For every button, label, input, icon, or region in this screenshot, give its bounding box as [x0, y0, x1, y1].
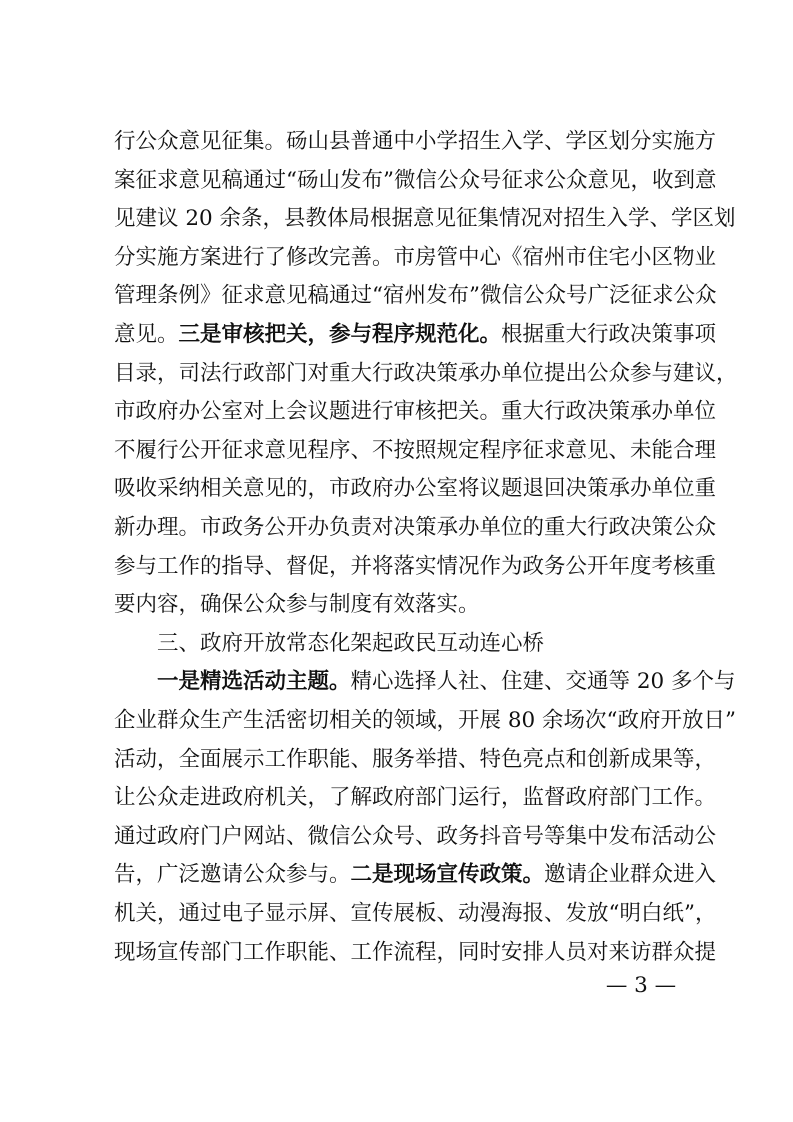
text-line	[114, 282, 717, 310]
text-line	[114, 244, 717, 272]
text-line	[114, 398, 717, 426]
text-segment: 分实施方案进行了修改完善。市房管中心《宿州市住宅小区物业	[114, 244, 717, 270]
text-line	[114, 514, 717, 542]
section-heading	[157, 630, 682, 658]
text-segment: 邀请企业群众进入	[544, 862, 717, 888]
text-segment: 意见。	[114, 322, 179, 347]
text-segment: 告，广泛邀请公众参与。	[114, 862, 351, 888]
text-segment: 现场宣传部门工作职能、工作流程，同时安排人员对来访群众提	[114, 939, 717, 965]
text-segment: 案征求意见稿通过“砀山发布”微信公众号征求公众意见，收到意	[114, 167, 717, 193]
text-segment: 精心选择人社、住建、交通等 20 多个与	[350, 669, 736, 695]
text-segment: 行公众意见征集。砀山县普通中小学招生入学、学区划分实施方	[114, 129, 717, 154]
text-line	[114, 167, 717, 195]
text-line	[114, 128, 717, 156]
text-line	[114, 746, 717, 774]
text-segment: 管理条例》征求意见稿通过“宿州发布”微信公众号广泛征求公众	[114, 283, 717, 309]
text-segment: 通过政府门户网站、微信公众号、政务抖音号等集中发布活动公	[114, 823, 717, 849]
text-segment: 让公众走进政府机关，了解政府部门运行，监督政府部门工作。	[114, 785, 717, 811]
text-line	[157, 668, 736, 696]
text-segment: 根据重大行政决策事项	[501, 322, 717, 347]
text-line	[114, 707, 737, 735]
text-line	[114, 205, 736, 233]
text-segment: 新办理。市政务公开办负责对决策承办单位的重大行政决策公众	[114, 515, 717, 540]
page-number: — 3 —	[605, 973, 677, 998]
text-line	[114, 321, 717, 349]
text-segment: 不履行公开征求意见程序、不按照规定程序征求意见、未能合理	[114, 437, 717, 463]
text-line	[114, 861, 717, 889]
text-segment: 见建议 20 余条，县教体局根据意见征集情况对招生入学、学区划	[114, 206, 736, 232]
text-segment: 机关，通过电子显示屏、宣传展板、动漫海报、发放“明白纸”，	[114, 901, 717, 926]
text-segment: 企业群众生产生活密切相关的领域，开展 80 余场次“政府开放日”	[114, 708, 737, 733]
text-segment: 市政府办公室对上会议题进行审核把关。重大行政决策承办单位	[114, 399, 717, 425]
text-line	[114, 553, 717, 581]
text-line	[114, 437, 717, 465]
text-line	[114, 939, 717, 967]
text-segment: 要内容，确保公众参与制度有效落实。	[114, 592, 480, 618]
bold-phrase: 三是审核把关，参与程序规范化。	[178, 322, 502, 347]
text-line	[114, 475, 717, 503]
bold-phrase: 一是精选活动主题。	[157, 669, 351, 695]
text-segment: 三、政府开放常态化架起政民互动连心桥	[157, 630, 545, 656]
text-segment: 吸收采纳相关意见的，市政府办公室将议题退回决策承办单位重	[114, 476, 717, 502]
text-line	[114, 591, 682, 619]
text-line	[114, 784, 717, 812]
text-segment: 活动，全面展示工作职能、服务举措、特色亮点和创新成果等，	[114, 746, 717, 772]
text-segment: 目录，司法行政部门对重大行政决策承办单位提出公众参与建议，	[114, 360, 738, 386]
text-line	[114, 823, 717, 851]
text-line	[114, 360, 738, 388]
text-line	[114, 900, 717, 928]
bold-phrase: 二是现场宣传政策。	[350, 862, 545, 888]
text-segment: 参与工作的指导、督促，并将落实情况作为政务公开年度考核重	[114, 553, 717, 579]
